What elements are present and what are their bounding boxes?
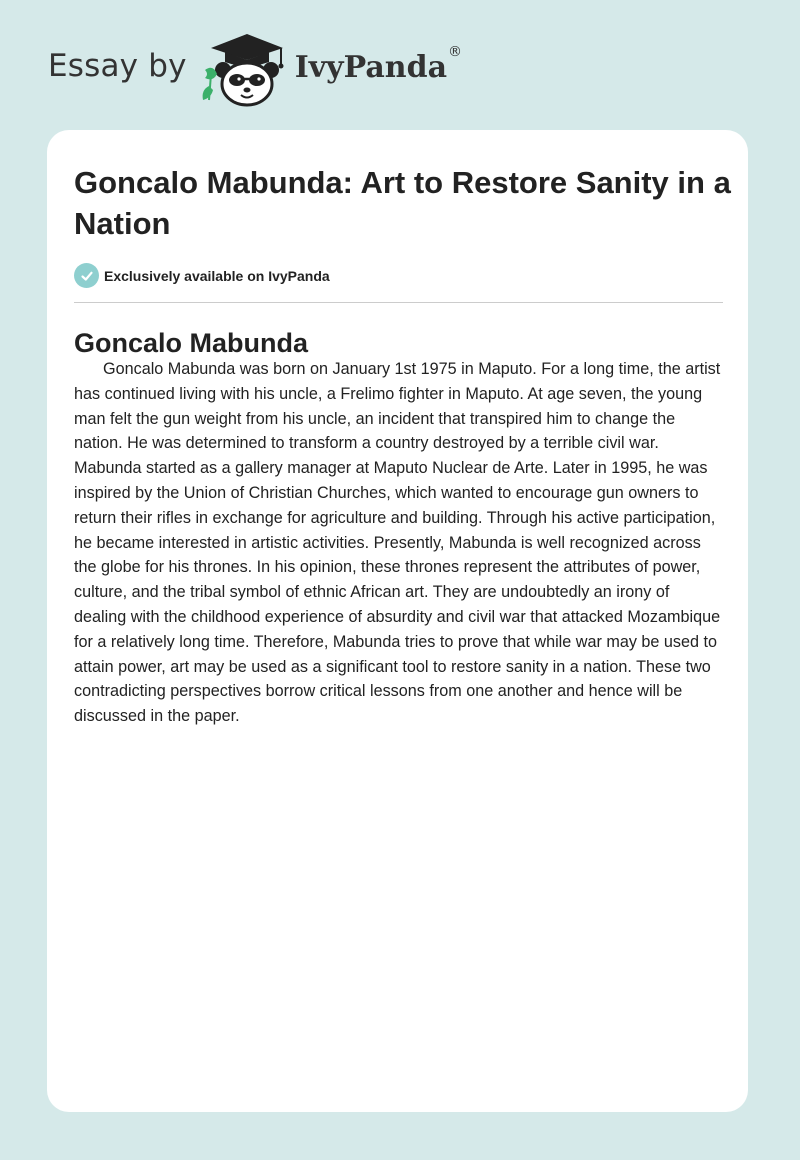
brand-prefix: Essay by [48, 48, 187, 84]
divider [74, 302, 723, 303]
check-circle-icon [74, 263, 99, 288]
body-paragraph: Goncalo Mabunda was born on January 1st 1975 in Maputo. For a long time, the artist has continued living with his uncle, a Frelimo fighter in Maputo. At age seven, the young man felt the gun weight from his uncle, an incident that transpired him to change the nation. He was determined to transform a country destroyed by a terrible civil war. Mabunda started as a gallery manager at Maputo Nuclear de Arte. Later in 1995, he was inspired by the Union of Christian Churches, which wanted to encourage gun owners to return their rifles in exchange for agriculture and building. Through his active participation, he became interested in artistic activities. Presently, Mabunda is well recognized across the globe for his thrones. In his opinion, these thrones represent the attributes of power, culture, and the tribal symbol of ethnic African art. They are undoubtedly an irony of dealing with the childhood experience of absurdity and civil war that attacked Mozambique for a relatively long time. Therefore, Mabunda tries to prove that while war may be used to attain power, art may be used as a significant tool to restore sanity in a nation. These two contradicting perspectives borrow critical lessons from one another and hence will be discussed in the paper. [74, 360, 721, 726]
section-heading: Goncalo Mabunda [74, 328, 309, 358]
badge-text: Exclusively available on IvyPanda [104, 267, 330, 284]
availability-badge [74, 263, 330, 288]
brand-name: IvyPanda [294, 49, 448, 85]
document-card [47, 130, 748, 1112]
registered-mark: ® [448, 44, 463, 60]
brand-header [48, 30, 462, 110]
panda-logo-icon [201, 30, 293, 110]
page-title: Goncalo Mabunda: Art to Restore Sanity in a Nation [74, 165, 731, 241]
